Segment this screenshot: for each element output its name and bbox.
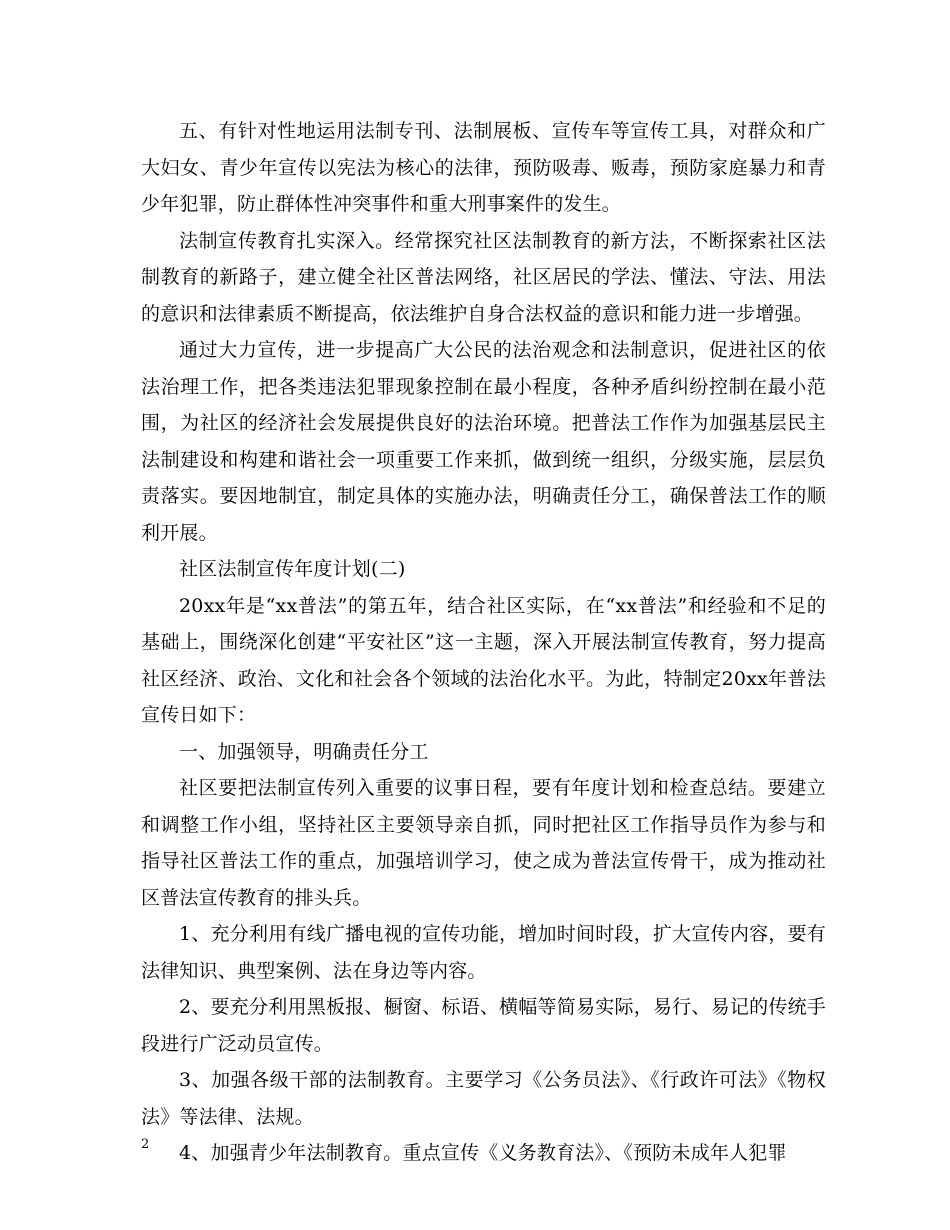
list-item-3-cadre-education: 3、加强各级干部的法制教育。主要学习《公务员法》、《行政许可法》《物权法》等法律、法规。 [141,1069,826,1128]
paragraph-publicity-goals: 通过大力宣传，进一步提高广大公民的法治观念和法制意识，促进社区的依法治理工作，把各类违法犯罪现象控制在最小程度，各种矛盾纠纷控制在最小范围，为社区的经济社会发展提供良好的法治环境。把普法工作作为加强基层民主法制建设和构建和谐社会一项重要工作来抓，做到统一组织，分级实施，层层负责落实。要因地制宜，制定具体的实施办法，明确责任分工，确保普法工作的顺利开展。 [141,339,826,544]
list-item-1-broadcast: 1、充分利用有线广播电视的宣传功能，增加时间时段，扩大宣传内容，要有法律知识、典型案例、法在身边等内容。 [141,923,826,982]
list-item-4-youth-education: 4、加强青少年法制教育。重点宣传《义务教育法》、《预防未成年人犯罪 [179,1142,787,1164]
paragraph-education-deepening: 法制宣传教育扎实深入。经常探究社区法制教育的新方法，不断探索社区法制教育的新路子，建立健全社区普法网络，社区居民的学法、懂法、守法、用法的意识和法律素质不断提高，依法维护自身合法权益的意识和能力进一步增强。 [141,229,826,325]
document-body [141,113,826,1172]
list-item-2-blackboard: 2、要充分利用黑板报、橱窗、标语、横幅等简易实际，易行、易记的传统手段进行广泛动员宣传。 [141,996,826,1055]
paragraph-5-publicity-tools: 五、有针对性地运用法制专刊、法制展板、宣传车等宣传工具，对群众和广大妇女、青少年宣传以宪法为核心的法律，预防吸毒、贩毒，预防家庭暴力和青少年犯罪，防止群体性冲突事件和重大刑事案件的发生。 [141,120,826,215]
paragraph-plan-intro: 20xx年是“xx普法”的第五年，结合社区实际，在“xx普法”和经验和不足的基础上，围绕深化创建“平安社区”这一主题，深入开展法制宣传教育，努力提高社区经济、政治、文化和社会各个领域的法治化水平。为此，特制定20xx年普法宣传日如下： [141,594,826,726]
page-number: 2 [141,1137,150,1152]
section-heading-plan-two: 社区法制宣传年度计划(二) [179,558,406,580]
paragraph-leadership-details: 社区要把法制宣传列入重要的议事日程，要有年度计划和检查总结。要建立和调整工作小组，坚持社区主要领导亲自抓，同时把社区工作指导员作为参与和指导社区普法工作的重点，加强培训学习，使之成为普法宣传骨干，成为推动社区普法宣传教育的排头兵。 [141,777,826,909]
subheading-strengthen-leadership: 一、加强领导，明确责任分工 [179,740,429,763]
